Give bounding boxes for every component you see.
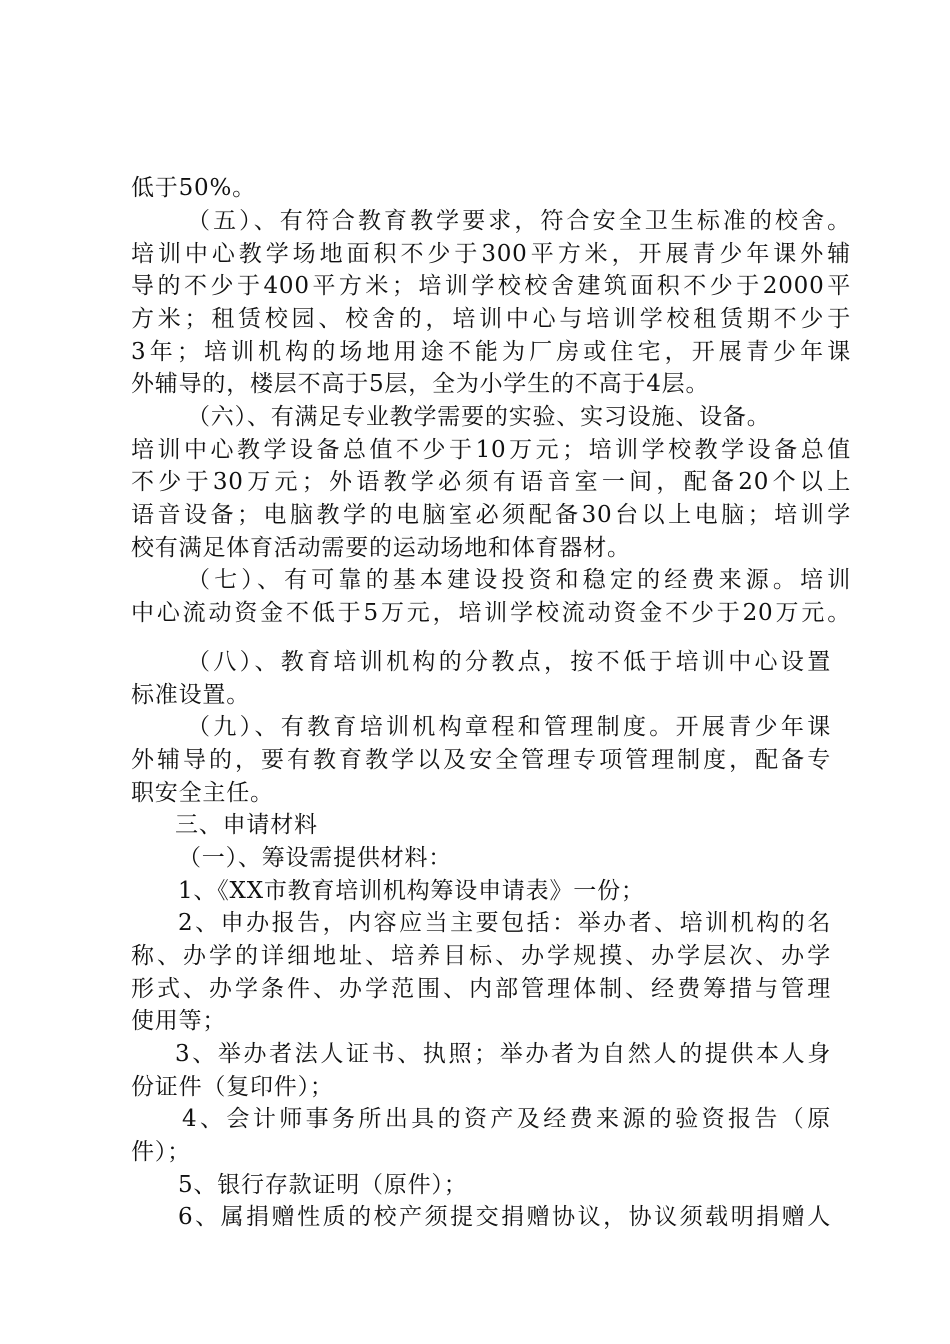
text-line: 外辅导的，要有教育教学以及安全管理专项管理制度，配备专 (131, 747, 831, 773)
text-line: 不少于30万元；外语教学必须有语音室一间，配备20个以上 (131, 469, 851, 495)
list-item: 3、举办者法人证书、执照；举办者为自然人的提供本人身 (175, 1041, 831, 1067)
text-line: 称、办学的详细地址、培养目标、办学规摸、办学层次、办学 (131, 943, 831, 969)
text-line: 形式、办学条件、办学范围、内部管理体制、经费筹措与管理 (131, 976, 831, 1002)
text-line: 中心流动资金不低于5万元，培训学校流动资金不少于20万元。 (131, 600, 851, 626)
text-line: （七）、有可靠的基本建设投资和稳定的经费来源。培训 (187, 567, 851, 593)
text-line: 件）； (131, 1139, 191, 1165)
text-line: （五）、有符合教育教学要求，符合安全卫生标准的校舍。 (187, 208, 851, 234)
text-line: 职安全主任。 (131, 780, 274, 806)
list-item: 5、银行存款证明（原件）； (178, 1172, 468, 1198)
text-line: （九）、有教育培训机构章程和管理制度。开展青少年课 (187, 714, 831, 740)
text-line: 培训中心教学场地面积不少于300平方米，开展青少年课外辅 (131, 241, 851, 267)
text-line: 方米；租赁校园、校舍的，培训中心与培训学校租赁期不少于 (131, 306, 851, 332)
text-line: 3年；培训机构的场地用途不能为厂房或住宅，开展青少年课 (131, 339, 851, 365)
text-line: 低于50%。 (131, 175, 256, 201)
text-line: 标准设置。 (131, 682, 250, 708)
list-item: 6、属捐赠性质的校产须提交捐赠协议，协议须载明捐赠人 (178, 1204, 831, 1230)
text-line: 校有满足体育活动需要的运动场地和体育器材。 (131, 535, 631, 561)
text-line: 语音设备；电脑教学的电脑室必须配备30台以上电脑；培训学 (131, 502, 851, 528)
text-line: 导的不少于400平方米；培训学校校舍建筑面积不少于2000平 (131, 273, 851, 299)
text-line: 外辅导的，楼层不高于5层，全为小学生的不高于4层。 (131, 371, 710, 397)
text-line: 使用等； (131, 1008, 227, 1034)
text-line: 份证件（复印件）； (131, 1074, 334, 1100)
text-line: 培训中心教学设备总值不少于10万元；培训学校教学设备总值 (131, 437, 851, 463)
subsection-heading: （一）、筹设需提供材料： (178, 845, 453, 871)
list-item: 4、会计师事务所出具的资产及经费来源的验资报告（原 (182, 1106, 831, 1132)
section-heading: 三、申请材料 (175, 812, 318, 838)
list-item: 1、《XX市教育培训机构筹设申请表》一份； (178, 878, 645, 904)
text-line: （八）、教育培训机构的分教点，按不低于培训中心设置 (187, 649, 831, 675)
list-item: 2、申办报告，内容应当主要包括：举办者、培训机构的名 (178, 910, 831, 936)
text-line: （六）、有满足专业教学需要的实验、实习设施、设备。 (187, 404, 771, 430)
